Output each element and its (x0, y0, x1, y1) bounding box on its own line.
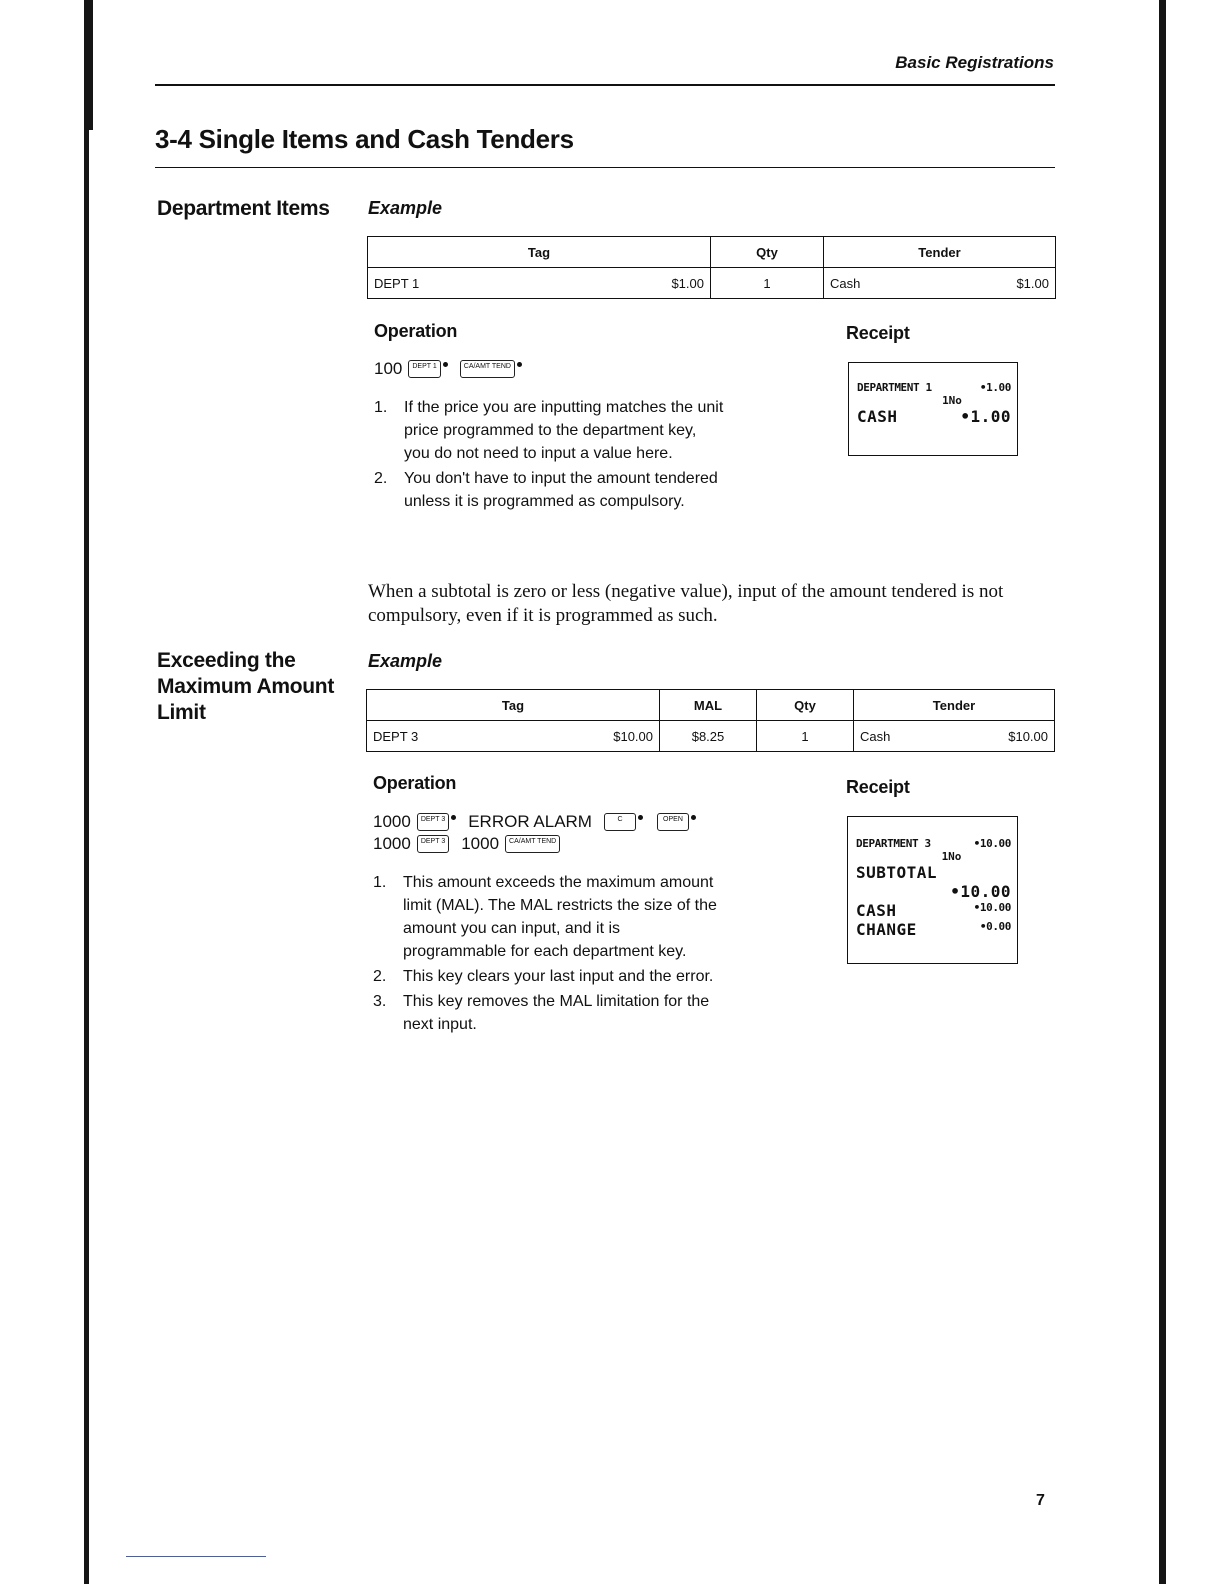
table-header-tag: Tag (368, 237, 711, 268)
operation-sequence-line (373, 811, 696, 833)
tender-name: Cash (860, 728, 891, 744)
amount-entry: 1000 (373, 834, 411, 853)
amount-entry: 100 (374, 359, 403, 378)
note-marker (691, 815, 696, 820)
scan-edge-left (84, 0, 89, 1584)
note-marker (451, 815, 456, 820)
amount-entry: 1000 (461, 834, 500, 853)
clear-key-icon: C (604, 813, 636, 831)
receipt-line: DEPARTMENT 1 •1.00 (857, 381, 1011, 394)
amount-entry: 1000 (373, 812, 411, 831)
running-head: Basic Registrations (895, 53, 1054, 72)
title-rule (155, 167, 1055, 168)
section-title: 3-4 Single Items and Cash Tenders (155, 124, 574, 154)
tag-name: DEPT 3 (373, 728, 419, 744)
receipt-line: CASH •1.00 (857, 407, 1011, 426)
tender-amount: $10.00 (1008, 728, 1048, 744)
cash-tender-key-icon: CA/AMT TEND (505, 835, 560, 853)
operation-sequence-line (374, 358, 522, 380)
receipt-line: CHANGE •0.00 (856, 920, 1011, 939)
tag-amount: $10.00 (613, 728, 653, 744)
note-marker (443, 362, 448, 367)
receipt-line: CASH •10.00 (856, 901, 1011, 920)
cell-tag (367, 721, 660, 752)
cell-tender (824, 268, 1056, 299)
open-key-icon: OPEN (657, 813, 689, 831)
scan-edge-bottom-mark (126, 1556, 266, 1557)
dept-3-key-icon: DEPT 3 (417, 835, 449, 853)
receipt-label: Receipt (846, 323, 910, 343)
table-row (367, 721, 1055, 752)
note-marker (638, 815, 643, 820)
tag-name: DEPT 1 (374, 275, 420, 291)
operation-notes (374, 396, 724, 515)
cell-tag (368, 268, 711, 299)
example-table-2 (366, 689, 1055, 752)
example-label: Example (368, 198, 443, 218)
table-row (368, 268, 1056, 299)
list-item: 3. This key removes the MAL limitation for the next input. (373, 993, 710, 1033)
scan-edge-right (1159, 0, 1166, 1584)
error-alarm-text: ERROR ALARM (468, 812, 592, 831)
list-item: 2. This key clears your last input and the error. (373, 968, 714, 985)
operation-label: Operation (374, 321, 458, 341)
header-rule (155, 84, 1055, 86)
operation-notes (373, 871, 723, 1038)
table-header-qty: Qty (757, 690, 854, 721)
list-item: 1. If the price you are inputting matches the unit price programmed to the department key, you do not need to input a value here. (374, 399, 724, 462)
cell-qty: 1 (757, 721, 854, 752)
table-header-tag: Tag (367, 690, 660, 721)
receipt-line: SUBTOTAL (856, 863, 938, 882)
note-marker (517, 362, 522, 367)
receipt-2 (847, 816, 1018, 964)
operation-label: Operation (373, 773, 457, 793)
receipt-line: 1No (942, 394, 962, 407)
operation-sequence-line (373, 833, 560, 855)
tag-amount: $1.00 (671, 275, 704, 291)
receipt-line: DEPARTMENT 3 •10.00 (856, 837, 1011, 850)
receipt-line: 1No (941, 850, 962, 863)
table-header-mal: MAL (660, 690, 757, 721)
list-item: 1. This amount exceeds the maximum amount limit (MAL). The MAL restricts the size of the amount you can input, and it is programmable for each department key. (373, 874, 717, 960)
compulsory-note-paragraph: When a subtotal is zero or less (negative value), input of the amount tendered is not compulsory, even if it is programmed as such. (368, 581, 1004, 626)
tender-amount: $1.00 (1016, 275, 1049, 291)
cash-tender-key-icon: CA/AMT TEND (460, 360, 515, 378)
side-heading-department-items: Department Items (157, 197, 330, 220)
example-table-1 (367, 236, 1056, 299)
receipt-line: •10.00 (950, 882, 1011, 901)
page-number: 7 (1036, 1492, 1045, 1509)
scan-edge-left-notch (84, 0, 93, 130)
receipt-label: Receipt (846, 777, 910, 797)
cell-qty: 1 (711, 268, 824, 299)
dept-3-key-icon: DEPT 3 (417, 813, 449, 831)
tender-name: Cash (830, 275, 861, 291)
side-heading-exceeding-mal: Exceeding the Maximum Amount Limit (157, 649, 335, 724)
table-header-tender: Tender (854, 690, 1055, 721)
example-label: Example (368, 651, 443, 671)
list-item: 2. You don't have to input the amount tendered unless it is programmed as compulsory. (374, 470, 718, 510)
receipt-1 (848, 362, 1018, 456)
table-header-tender: Tender (824, 237, 1056, 268)
cell-tender (854, 721, 1055, 752)
table-header-qty: Qty (711, 237, 824, 268)
cell-mal: $8.25 (660, 721, 757, 752)
dept-1-key-icon: DEPT 1 (408, 360, 440, 378)
